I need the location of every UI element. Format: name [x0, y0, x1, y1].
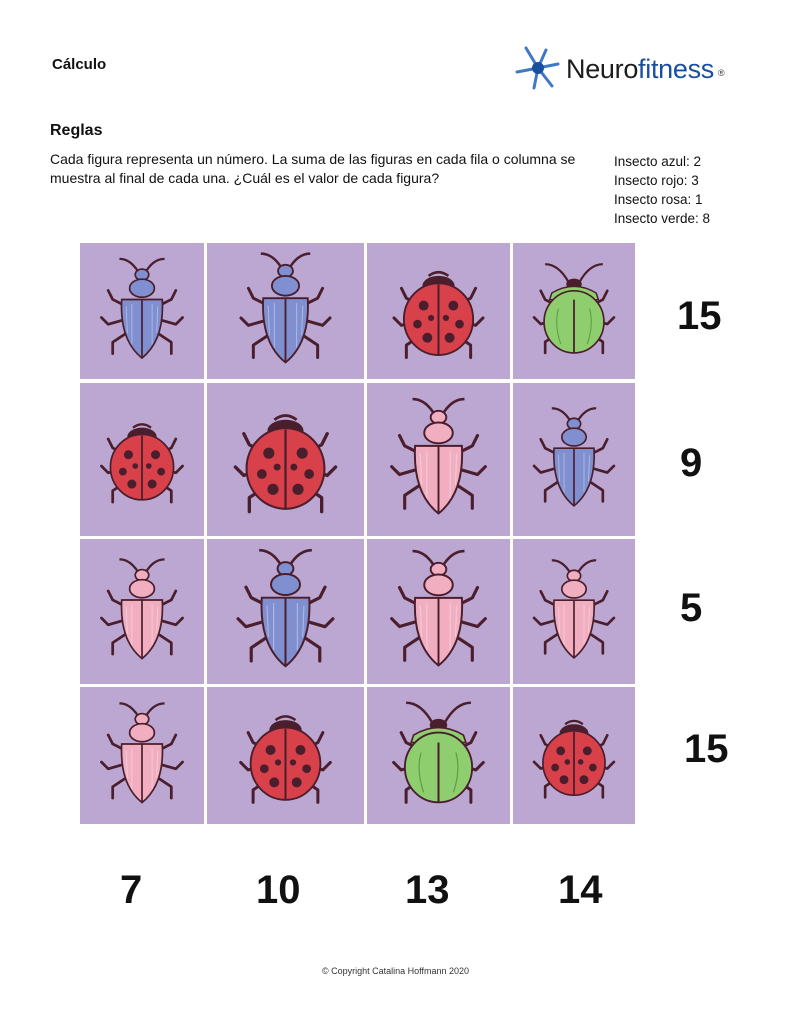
grid-cell-r2-c3 [367, 383, 510, 536]
grid-cell-r3-c2 [207, 539, 364, 684]
grid-cell-r4-c4 [513, 687, 635, 824]
row-sum-1: 15 [677, 294, 722, 338]
grid-cell-r1-c3 [367, 243, 510, 379]
legend-red: Insecto rojo: 3 [614, 173, 699, 188]
grid-cell-r1-c2 [207, 243, 364, 379]
neurofitness-logo [514, 44, 744, 94]
legend-green: Insecto verde: 8 [614, 211, 711, 226]
col-sum-1: 7 [120, 868, 143, 912]
red-insect-icon [207, 383, 364, 536]
blue-insect-icon [80, 243, 204, 379]
page-title: Cálculo [52, 56, 107, 73]
pink-insect-icon [80, 539, 204, 684]
grid-cell-r1-c4 [513, 243, 635, 379]
rules-heading: Reglas [50, 122, 103, 139]
grid-cell-r2-c2 [207, 383, 364, 536]
legend-blue: Insecto azul: 2 [614, 154, 702, 169]
pink-insect-icon [513, 539, 635, 684]
red-insect-icon [367, 243, 510, 379]
green-insect-icon [367, 687, 510, 824]
grid-cell-r2-c1 [80, 383, 204, 536]
copyright: © Copyright Catalina Hoffmann 2020 [321, 966, 470, 976]
legend-pink: Insecto rosa: 1 [614, 192, 703, 207]
grid-cell-r2-c4 [513, 383, 635, 536]
red-insect-icon [513, 687, 635, 824]
logo-text-neuro: Neuro [566, 54, 639, 84]
registered-mark: ® [717, 68, 725, 78]
logo-wordmark [566, 54, 724, 85]
grid-cell-r4-c3 [367, 687, 510, 824]
pink-insect-icon [367, 539, 510, 684]
grid-cell-r3-c1 [80, 539, 204, 684]
grid-cell-r3-c3 [367, 539, 510, 684]
grid-cell-r4-c1 [80, 687, 204, 824]
grid-cell-r1-c1 [80, 243, 204, 379]
col-sum-3: 13 [405, 868, 450, 912]
col-sum-4: 14 [558, 868, 603, 912]
red-insect-icon [80, 383, 204, 536]
row-sum-3: 5 [680, 586, 703, 630]
neuron-icon [514, 44, 564, 94]
blue-insect-icon [207, 243, 364, 379]
red-insect-icon [207, 687, 364, 824]
grid-cell-r4-c2 [207, 687, 364, 824]
row-sum-4: 15 [684, 727, 729, 771]
pink-insect-icon [367, 383, 510, 536]
rules-text: Cada figura representa un número. La suma de las figuras en cada fila o columna se muestra al final de cada una. ¿Cuál es el valor de cada figura? [50, 151, 576, 186]
green-insect-icon [513, 243, 635, 379]
blue-insect-icon [207, 539, 364, 684]
grid-cell-r3-c4 [513, 539, 635, 684]
blue-insect-icon [513, 383, 635, 536]
puzzle-grid [80, 243, 635, 824]
legend [614, 152, 710, 228]
logo-text-fitness: fitness [638, 54, 714, 84]
row-sum-2: 9 [680, 441, 703, 485]
pink-insect-icon [80, 687, 204, 824]
col-sum-2: 10 [256, 868, 301, 912]
